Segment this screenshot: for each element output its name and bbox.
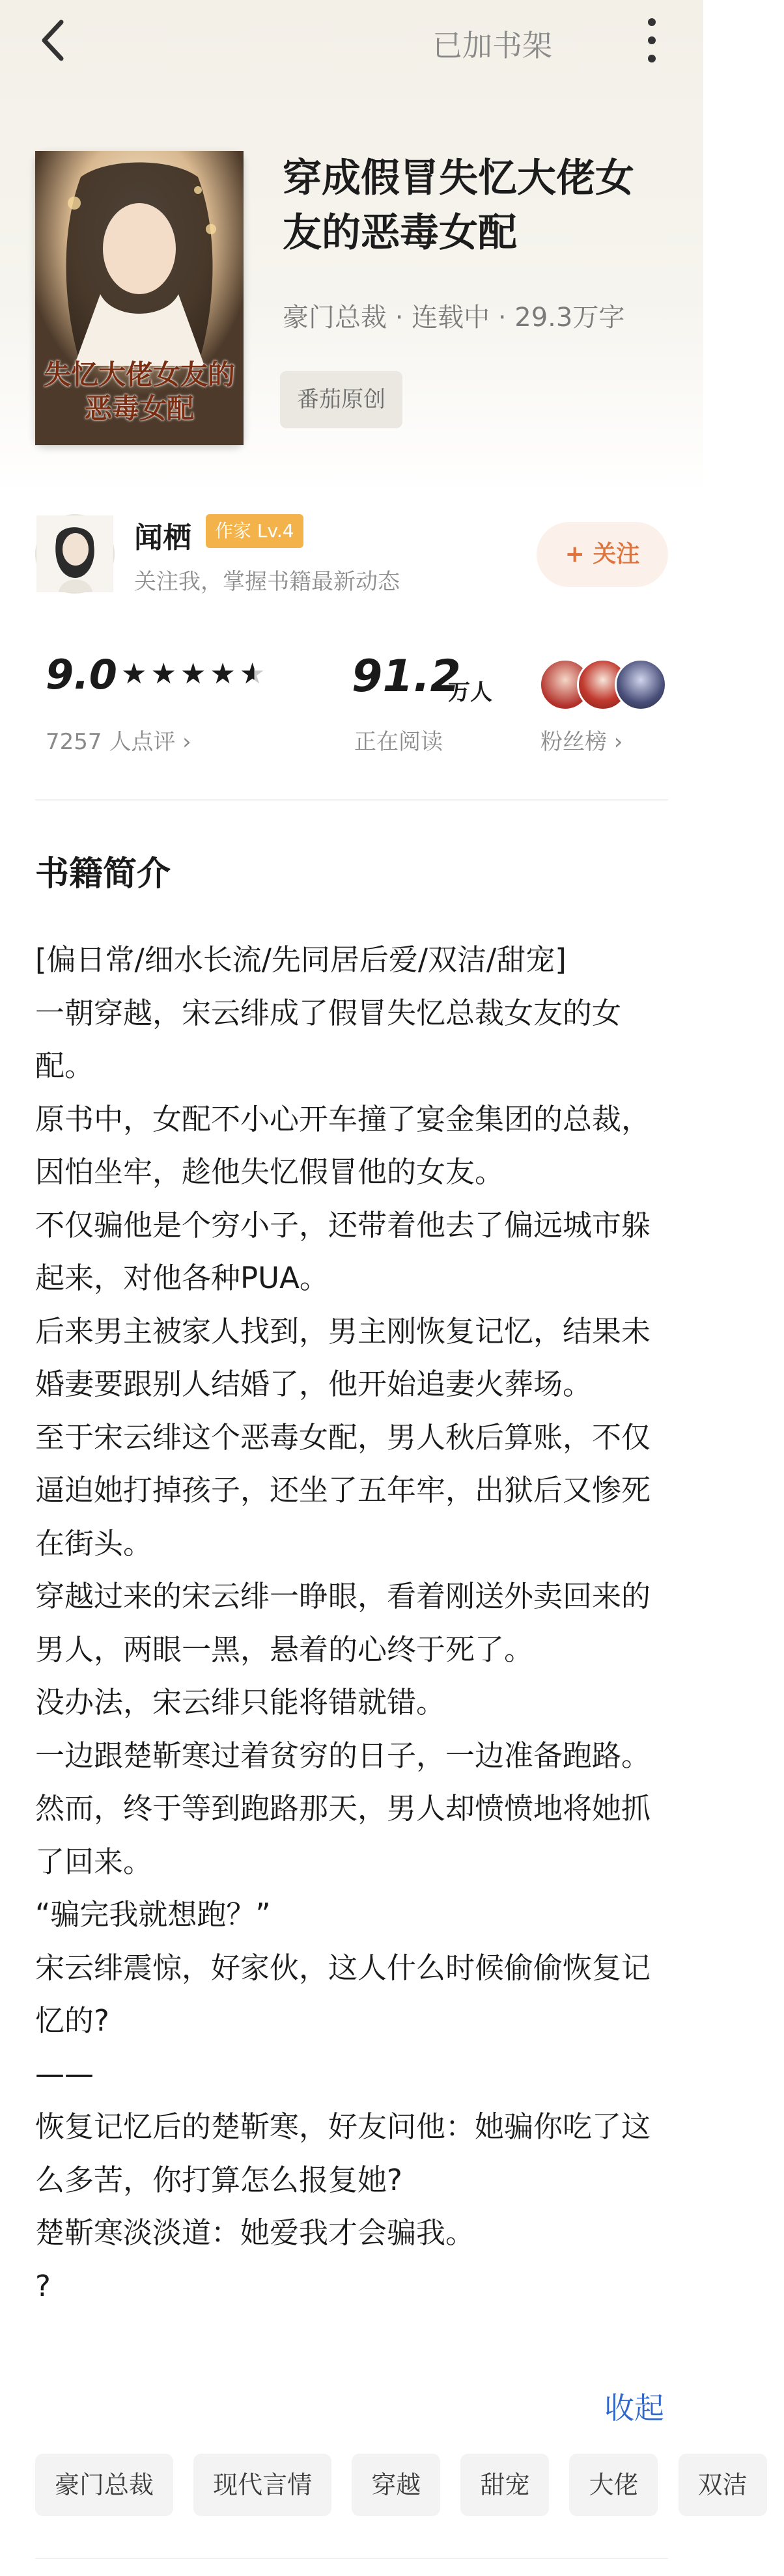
book-meta: 豪门总裁 · 连载中 · 29.3万字 bbox=[283, 303, 625, 333]
intro-paragraph: 一朝穿越，宋云绯成了假冒失忆总裁女友的女配。 bbox=[35, 995, 622, 1083]
author-level-badge: 作家 Lv.4 bbox=[206, 514, 303, 548]
author-avatar[interactable] bbox=[35, 514, 115, 594]
intro-paragraph: “骗完我就想跑？” bbox=[35, 1897, 271, 1932]
author-subtitle: 关注我，掌握书籍最新动态 bbox=[134, 569, 400, 595]
tag-chip[interactable]: 穿越 bbox=[352, 2454, 440, 2516]
reading-count: 91.2 bbox=[352, 651, 461, 702]
intro-paragraph: ? bbox=[35, 2268, 51, 2303]
more-vertical-icon bbox=[636, 16, 668, 65]
more-menu-button[interactable] bbox=[636, 16, 668, 65]
reading-unit: 万人 bbox=[448, 679, 492, 706]
tag-chip[interactable]: 豪门总裁 bbox=[35, 2454, 173, 2516]
rating-score: 9.0 bbox=[46, 651, 117, 698]
intro-paragraph: —— bbox=[35, 2056, 94, 2091]
intro-heading: 书籍简介 bbox=[35, 855, 171, 894]
star-icon: ★ bbox=[180, 657, 210, 691]
cover-title-text: 失忆大佬女友的恶毒女配 bbox=[43, 359, 235, 424]
rating-stars bbox=[121, 657, 269, 691]
rating-count-link[interactable]: 7257 人点评 › bbox=[46, 729, 191, 755]
intro-paragraph: 原书中，女配不小心开车撞了宴金集团的总裁，因怕坐牢，趁他失忆假冒他的女友。 bbox=[35, 1101, 651, 1189]
intro-paragraph: 恢复记忆后的楚靳寒，好友问他：她骗你吃了这么多苦，你打算怎么报复她? bbox=[35, 2109, 651, 2197]
intro-paragraph: 后来男主被家人找到，男主刚恢复记忆，结果未婚妻要跟别人结婚了，他开始追妻火葬场。 bbox=[35, 1313, 651, 1401]
collapse-button[interactable]: 收起 bbox=[604, 2391, 664, 2426]
chevron-left-icon bbox=[34, 14, 73, 66]
intro-paragraph: 至于宋云绯这个恶毒女配，男人秋后算账，不仅逼迫她打掉孩子，还坐了五年牢，出狱后又惨死在街头。 bbox=[35, 1419, 651, 1561]
half-star-icon: ★ bbox=[239, 657, 270, 691]
section-divider bbox=[35, 2558, 668, 2559]
tag-chip[interactable]: 现代言情 bbox=[193, 2454, 331, 2516]
intro-paragraph: 穿越过来的宋云绯一睁眼，看着刚送外卖回来的男人，两眼一黑，悬着的心终于死了。 bbox=[35, 1579, 651, 1667]
book-title: 穿成假冒失忆大佬女友的恶毒女配 bbox=[283, 156, 634, 256]
source-badge: 番茄原创 bbox=[280, 371, 402, 428]
reading-label: 正在阅读 bbox=[354, 729, 443, 755]
fans-ranking-link[interactable]: 粉丝榜 › bbox=[540, 729, 623, 755]
tag-chip[interactable]: 大佬 bbox=[569, 2454, 658, 2516]
tag-chip[interactable]: 甜宠 bbox=[460, 2454, 549, 2516]
shelf-status[interactable]: 已加书架 bbox=[432, 28, 552, 63]
star-icon: ★ bbox=[121, 657, 151, 691]
star-icon: ★ bbox=[210, 657, 240, 691]
fans-avatars[interactable] bbox=[539, 659, 669, 711]
intro-body bbox=[35, 933, 673, 2312]
intro-paragraph: 一边跟楚靳寒过着贫穷的日子，一边准备跑路。 bbox=[35, 1738, 651, 1773]
tag-list bbox=[35, 2454, 748, 2519]
intro-paragraph: 不仅骗他是个穷小子，还带着他去了偏远城市躲起来，对他各种PUA。 bbox=[35, 1207, 651, 1295]
star-icon: ★ bbox=[150, 657, 180, 691]
section-divider bbox=[35, 799, 668, 801]
follow-button[interactable]: + 关注 bbox=[537, 522, 668, 587]
intro-paragraph: 宋云绯震惊，好家伙，这人什么时候偷偷恢复记忆的? bbox=[35, 1950, 651, 2038]
author-avatar-image bbox=[36, 515, 113, 592]
author-name[interactable]: 闻栖 bbox=[134, 521, 191, 555]
intro-paragraph: 没办法，宋云绯只能将错就错。 bbox=[35, 1685, 446, 1720]
back-button[interactable] bbox=[34, 14, 79, 66]
tag-chip[interactable]: 双洁 bbox=[679, 2454, 767, 2516]
book-cover[interactable] bbox=[35, 151, 244, 445]
intro-paragraph: [偏日常/细水长流/先同居后爱/双洁/甜宠] bbox=[35, 942, 567, 977]
intro-paragraph: 楚靳寒淡淡道：她爱我才会骗我。 bbox=[35, 2215, 475, 2250]
fan-avatar bbox=[615, 659, 667, 711]
intro-paragraph: 然而，终于等到跑路那天，男人却愤愤地将她抓了回来。 bbox=[35, 1791, 651, 1879]
